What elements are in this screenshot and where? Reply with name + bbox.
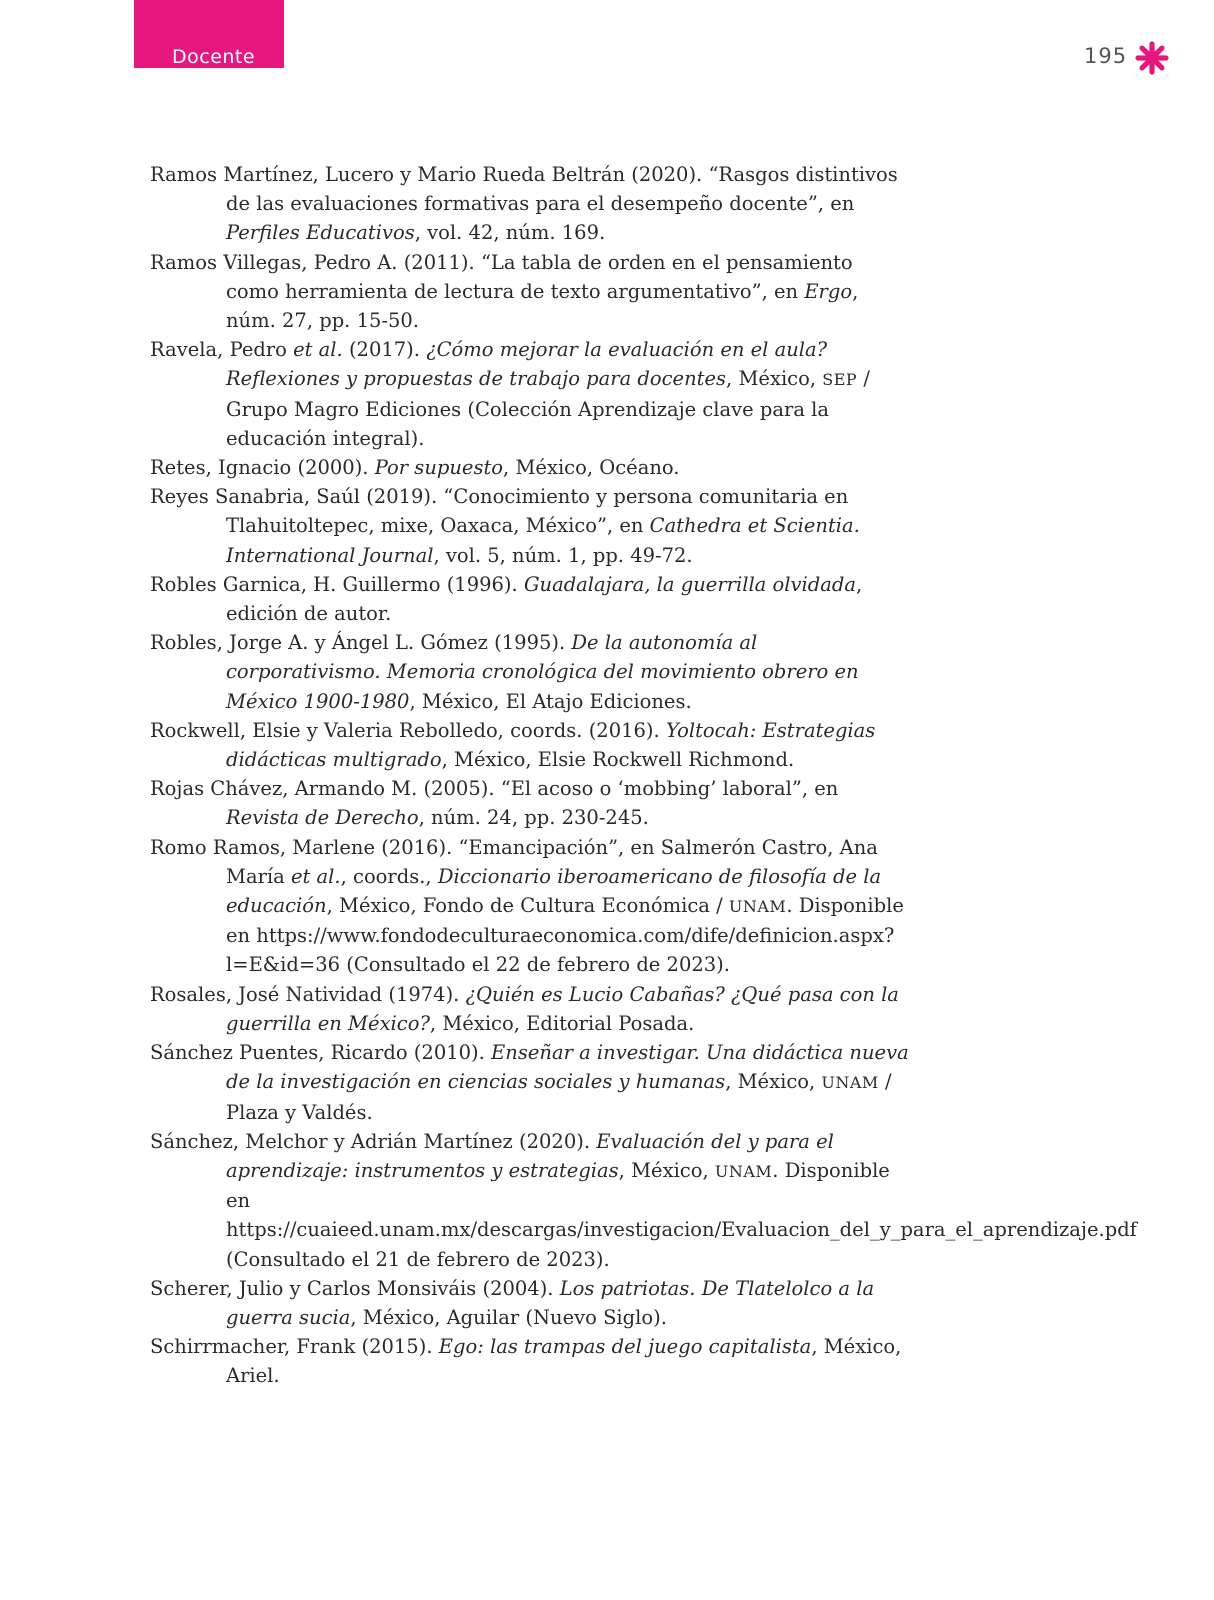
reference-text: UNAM: [821, 1073, 879, 1093]
reference-title: ¿Quién es Lucio Cabañas? ¿Qué pasa con la guerrilla en México?: [226, 982, 899, 1035]
reference-text: , México, Editorial Posada.: [429, 1011, 695, 1035]
reference-text: Schirrmacher, Frank (2015).: [150, 1335, 439, 1359]
reference-text: SEP: [822, 370, 858, 390]
reference-title: Ego: las trampas del juego capitalista: [438, 1335, 812, 1359]
reference-title: Ergo: [804, 279, 853, 303]
reference-title: ¿Cómo mejorar la evaluación en el aula? Reflexiones y propuestas de trabajo para docentes: [226, 338, 828, 391]
reference-text: , México, Aguilar (Nuevo Siglo).: [350, 1305, 667, 1329]
reference-title: De la autonomía al corporativismo. Memoria cronológica del movimiento obrero en México 1900-1980: [226, 631, 859, 713]
reference-entry: [150, 1274, 910, 1332]
reference-text: Retes, Ignacio (2000).: [150, 456, 375, 480]
reference-text: Sánchez Puentes, Ricardo (2010).: [150, 1041, 492, 1065]
reference-text: , México, Fondo de Cultura Económica /: [326, 894, 729, 918]
reference-entry: [150, 248, 910, 336]
reference-text: , vol. 5, núm. 1, pp. 49-72.: [433, 543, 693, 567]
reference-text: , coords.,: [340, 864, 438, 888]
reference-text: Rojas Chávez, Armando M. (2005). “El acoso o ‘mobbing’ laboral”, en: [150, 777, 839, 801]
reference-text: / Plaza y Valdés.: [226, 1070, 892, 1124]
reference-entry: [150, 980, 910, 1038]
reference-entry: [150, 1038, 910, 1127]
reference-title: et al.: [293, 338, 343, 362]
section-tab: [134, 0, 284, 68]
reference-entry: [150, 1127, 1137, 1274]
reference-text: Ramos Martínez, Lucero y Mario Rueda Beltrán (2020). “Rasgos distintivos de las evaluaciones formativas para el desempeño docente”, en: [150, 163, 898, 216]
reference-text: , México,: [726, 367, 823, 391]
reference-text: Ravela, Pedro: [150, 338, 294, 362]
reference-text: , México, Elsie Rockwell Richmond.: [441, 748, 795, 772]
reference-title: Evaluación del y para el aprendizaje: instrumentos y estrategias: [226, 1129, 834, 1182]
reference-text: . Disponible en https://cuaieed.unam.mx/descargas/investigacion/Evaluacion_del_y_para_el_aprendizaje.pdf (Consultado el 21 de febrero de 2023).: [226, 1158, 1137, 1271]
reference-title: Los patriotas. De Tlatelolco a la guerra sucia: [226, 1276, 875, 1329]
reference-text: , México, Ariel.: [226, 1335, 902, 1388]
reference-text: / Grupo Magro Ediciones (Colección Aprendizaje clave para la educación integral).: [226, 367, 870, 450]
reference-title: Diccionario iberoamericano de filosofía de la educación: [226, 864, 882, 918]
reference-entry: [150, 833, 910, 980]
reference-title: Enseñar a investigar. Una didáctica nueva de la investigación en ciencias sociales y humanas: [226, 1041, 909, 1094]
reference-text: , México,: [618, 1158, 715, 1182]
reference-text: Robles Garnica, H. Guillermo (1996).: [150, 572, 524, 596]
reference-text: UNAM: [728, 897, 787, 917]
page-number: 195: [1084, 44, 1128, 68]
reference-text: . Disponible en https://www.fondodeculturaeconomica.com/dife/definicion.aspx?l=E&id=36 (Consultado el 22 de febrero de 2023).: [226, 894, 904, 977]
reference-entry: [150, 1332, 910, 1390]
reference-text: , México,: [725, 1070, 822, 1094]
reference-text: Sánchez, Melchor y Adrián Martínez (2020).: [150, 1129, 597, 1153]
reference-text: Scherer, Julio y Carlos Monsiváis (2004).: [150, 1276, 560, 1300]
reference-text: , México, Océano.: [503, 456, 680, 480]
reference-text: Rosales, José Natividad (1974).: [150, 982, 466, 1006]
reference-entry: [150, 453, 910, 482]
reference-title: Perfiles Educativos: [226, 221, 415, 245]
references-list: [150, 160, 1137, 1391]
reference-text: Robles, Jorge A. y Ángel L. Gómez (1995).: [150, 631, 572, 655]
reference-text: , núm. 24, pp. 230-245.: [418, 806, 649, 830]
reference-text: Romo Ramos, Marlene (2016). “Emancipación”, en Salmerón Castro, Ana María: [150, 835, 878, 888]
reference-title: Cathedra et Scientia. International Journal: [226, 514, 860, 567]
section-label: Docente: [172, 46, 256, 68]
reference-title: et al.: [290, 864, 341, 888]
reference-title: Revista de Derecho: [226, 806, 419, 830]
reference-text: (2017).: [342, 338, 427, 362]
reference-text: Reyes Sanabria, Saúl (2019). “Conocimiento y persona comunitaria en Tlahuitoltepec, mixe, Oaxaca, México”, en: [150, 485, 849, 538]
reference-text: UNAM: [714, 1161, 773, 1181]
reference-text: Ramos Villegas, Pedro A. (2011). “La tabla de orden en el pensamiento como herramienta de lectura de texto argumentativo”, en: [150, 250, 853, 303]
reference-title: Por supuesto: [374, 456, 504, 480]
reference-text: , México, El Atajo Ediciones.: [409, 689, 692, 713]
reference-entry: [150, 335, 910, 453]
reference-text: Rockwell, Elsie y Valeria Rebolledo, coords. (2016).: [150, 718, 666, 742]
reference-text: , vol. 42, núm. 169.: [414, 221, 606, 245]
reference-entry: [150, 570, 910, 628]
reference-entry: [150, 628, 910, 716]
reference-text: , edición de autor.: [226, 572, 863, 626]
reference-title: Guadalajara, la guerrilla olvidada: [523, 572, 856, 596]
reference-entry: [150, 160, 910, 248]
reference-entry: [150, 482, 910, 570]
reference-text: , núm. 27, pp. 15-50.: [226, 279, 859, 333]
reference-entry: [150, 774, 910, 832]
reference-title: Yoltocah: Estrategias didácticas multigrado: [226, 718, 876, 772]
reference-entry: [150, 716, 910, 774]
asterisk-icon: [1134, 40, 1170, 76]
